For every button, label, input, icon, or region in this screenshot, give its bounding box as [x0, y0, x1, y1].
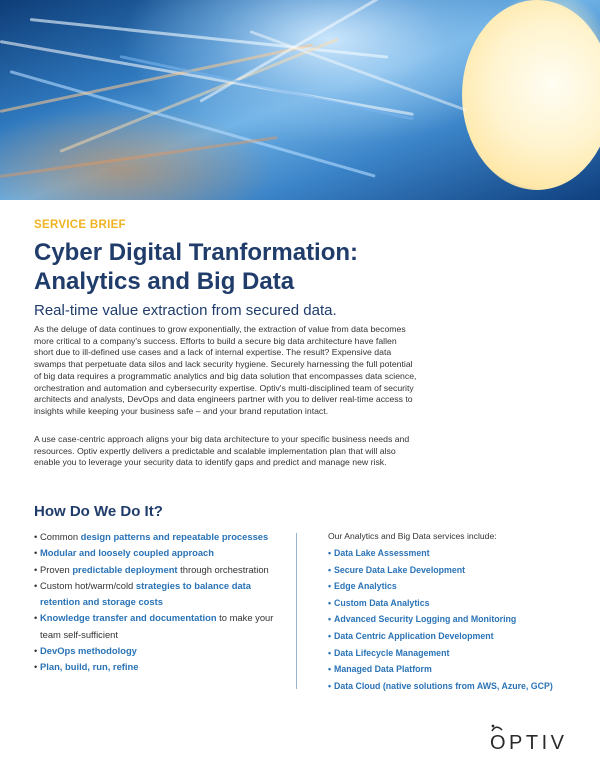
approach-item: • DevOps methodology [34, 643, 284, 659]
hero-image [0, 0, 600, 200]
section-heading: How Do We Do It? [34, 503, 163, 520]
page-subtitle: Real-time value extraction from secured data. [34, 302, 337, 319]
approach-item: • Proven predictable deployment through orchestration [34, 562, 284, 578]
approach-list [34, 529, 284, 676]
service-item: • Secure Data Lake Development [328, 562, 553, 579]
service-item: • Data Cloud (native solutions from AWS, Azure, GCP) [328, 678, 553, 695]
intro-paragraph-2: A use case-centric approach aligns your big data architecture to your specific business needs and resources. Optiv expertly delivers a predictable and scalable implementation plan that will also enable you to leverage your security data to identify gaps and predict and manage new risk. [34, 434, 410, 468]
service-item: • Managed Data Platform [328, 661, 553, 678]
title-line-2: Analytics and Big Data [34, 268, 295, 295]
services-intro: Our Analytics and Big Data services include: [328, 531, 497, 541]
service-item: • Edge Analytics [328, 578, 553, 595]
approach-item: • Knowledge transfer and documentation to make your team self-sufficient [34, 610, 284, 643]
approach-item: • Modular and loosely coupled approach [34, 545, 284, 561]
logo-wordmark: OPTIV [490, 732, 568, 754]
service-item: • Data Lifecycle Management [328, 645, 553, 662]
services-list [328, 545, 553, 694]
column-divider [296, 533, 297, 689]
eyebrow-label: SERVICE BRIEF [34, 219, 126, 231]
approach-item: • Custom hot/warm/cold strategies to balance data retention and storage costs [34, 578, 284, 611]
intro-paragraph-1: As the deluge of data continues to grow exponentially, the extraction of value from data becomes more critical to a company's success. Efforts to build a secure big data architecture have fallen short due to ill-defined use cases and a lack of internal expertise. The result? Expensive data swamps that perpetuate data silos and lack security hygiene. Securely harnessing the full potential of big data requires a programmatic analytics and big data solution that encompasses data science, orchestration and automation and cybersecurity expertise. Optiv's multi-disciplined team of security architects and analysts, DevOps and data engineers partner with you to deliver real-time access to insights while keeping your business safe – and your brand reputation intact. [34, 324, 417, 416]
service-item: • Advanced Security Logging and Monitoring [328, 611, 553, 628]
optiv-logo [490, 722, 570, 762]
service-item: • Data Centric Application Development [328, 628, 553, 645]
page-title [34, 238, 474, 296]
service-item: • Data Lake Assessment [328, 545, 553, 562]
approach-item: • Common design patterns and repeatable processes [34, 529, 284, 545]
title-line-1: Cyber Digital Tranformation: [34, 239, 359, 266]
service-item: • Custom Data Analytics [328, 595, 553, 612]
approach-item: • Plan, build, run, refine [34, 659, 284, 675]
